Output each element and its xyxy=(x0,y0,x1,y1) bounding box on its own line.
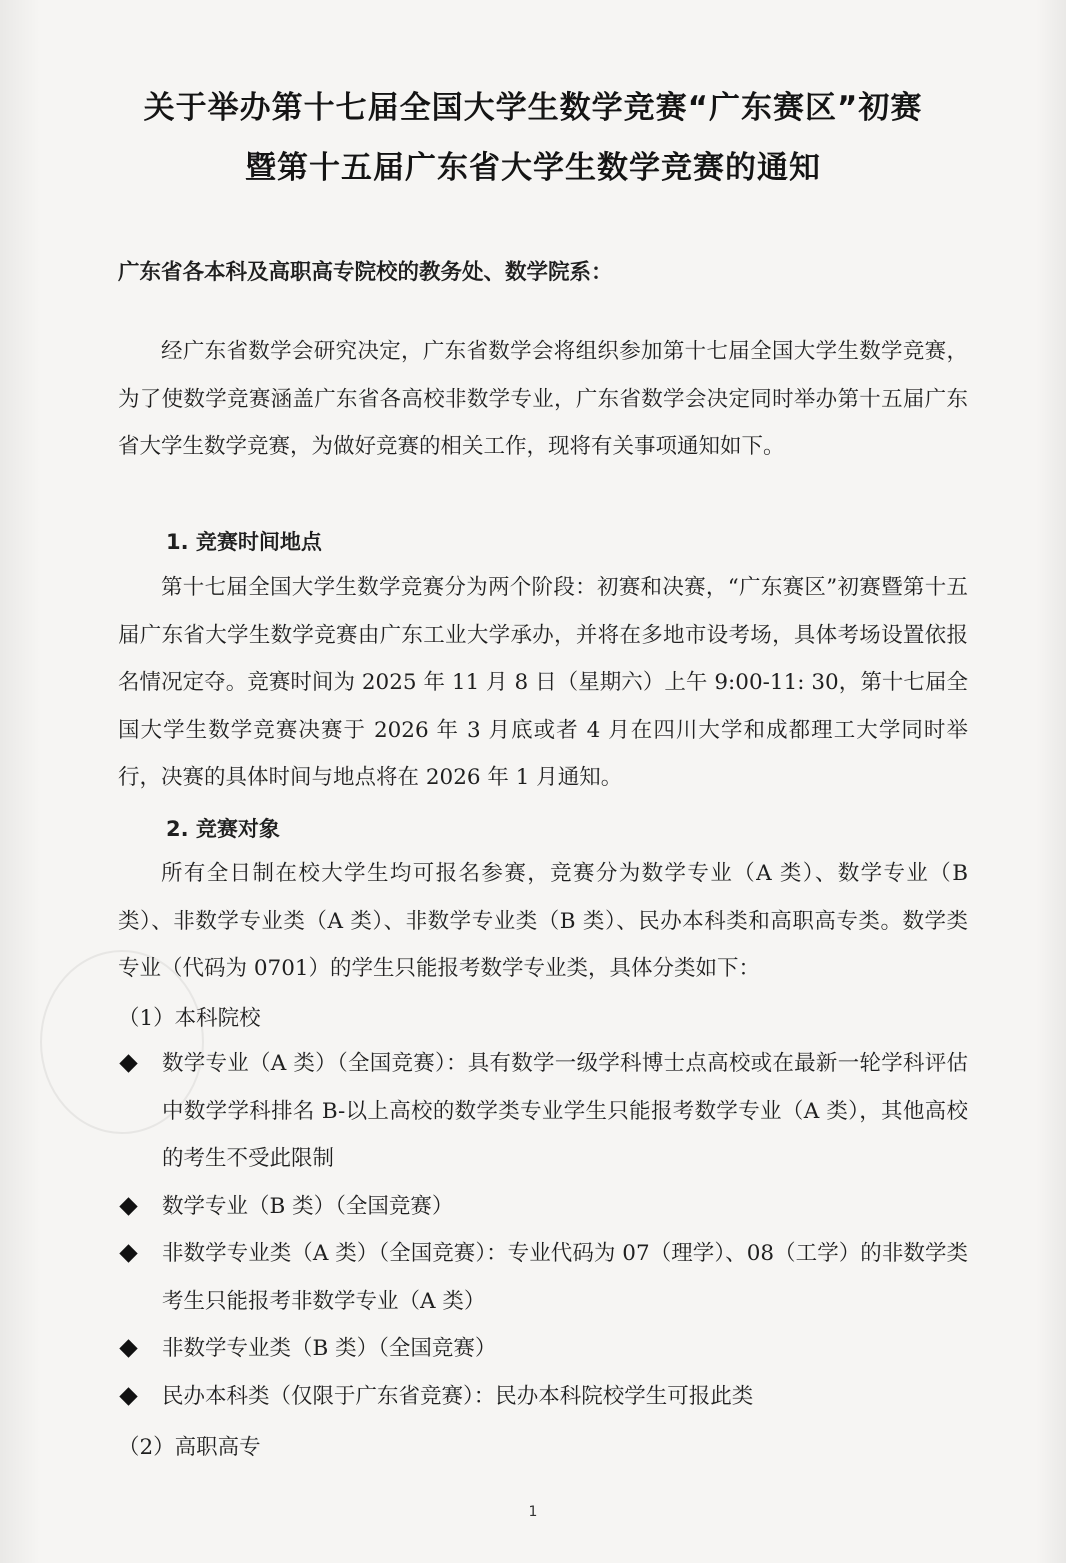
subsection-vocational: （2）高职高专 xyxy=(118,1435,261,1460)
list-item-text: 非数学专业类（B 类）（全国竞赛） xyxy=(162,1336,497,1361)
notice-title-line-2: 暨第十五届广东省大学生数学竞赛的通知 xyxy=(245,150,821,186)
list-item-text: 数学专业（A 类）（全国竞赛）：具有数学一级学科博士点高校或在最新一轮学科评估中数学学科排名 B-以上高校的数学类专业学生只能报考数学专业（A 类），其他高校的考生不受此限制 xyxy=(162,1051,968,1171)
intro-paragraph: 经广东省数学会研究决定，广东省数学会将组织参加第十七届全国大学生数学竞赛，为了使数学竞赛涵盖广东省各高校非数学专业，广东省数学会决定同时举办第十五届广东省大学生数学竞赛，为做好竞赛的相关工作，现将有关事项通知如下。 xyxy=(118,339,968,459)
diamond-bullet-icon xyxy=(119,1197,137,1215)
scan-edge-shadow-left xyxy=(0,0,40,1563)
subsection-undergraduate: （1）本科院校 xyxy=(118,1006,261,1031)
notice-title-line-1: 关于举办第十七届全国大学生数学竞赛“广东赛区”初赛 xyxy=(143,90,923,126)
list-item xyxy=(118,1040,968,1183)
diamond-bullet-icon xyxy=(119,1244,137,1262)
section-heading-time-location: 1. 竞赛时间地点 xyxy=(166,530,322,554)
section-body-time-location: 第十七届全国大学生数学竞赛分为两个阶段：初赛和决赛，“广东赛区”初赛暨第十五届广东省大学生数学竞赛由广东工业大学承办，并将在多地市设考场，具体考场设置依报名情况定夺。竞赛时间为 2025 年 11 月 8 日（星期六）上午 9:00-11: 30，第十七届全国大学生数学竞赛决赛于 2026 年 3 月底或者 4 月在四川大学和成都理工大学同时举行，决赛的具体时间与地点将在 2026 年 1 月通知。 xyxy=(118,575,968,790)
list-item xyxy=(118,1325,968,1373)
list-item-text: 数学专业（B 类）（全国竞赛） xyxy=(162,1193,454,1219)
category-list xyxy=(118,1040,968,1420)
section-heading-participants: 2. 竞赛对象 xyxy=(166,817,280,841)
list-item xyxy=(118,1183,968,1231)
list-item xyxy=(118,1230,968,1325)
section-body-participants: 所有全日制在校大学生均可报名参赛，竞赛分为数学专业（A 类）、数学专业（B 类）、非数学专业类（A 类）、非数学专业类（B 类）、民办本科类和高职高专类。数学类专业（代码为 0701）的学生只能报考数学专业类，具体分类如下： xyxy=(118,861,968,981)
diamond-bullet-icon xyxy=(119,1054,137,1072)
diamond-bullet-icon xyxy=(119,1339,137,1357)
list-item xyxy=(118,1373,968,1421)
diamond-bullet-icon xyxy=(119,1387,137,1405)
addressee: 广东省各本科及高职高专院校的教务处、数学院系： xyxy=(118,260,613,285)
page-number: 1 xyxy=(528,1504,538,1520)
list-item-text: 非数学专业类（A 类）（全国竞赛）：专业代码为 07（理学）、08（工学）的非数学类考生只能报考非数学专业（A 类） xyxy=(162,1241,968,1314)
scan-edge-shadow-right xyxy=(1036,0,1066,1563)
list-item-text: 民办本科类（仅限于广东省竞赛）：民办本科院校学生可报此类 xyxy=(162,1383,754,1409)
